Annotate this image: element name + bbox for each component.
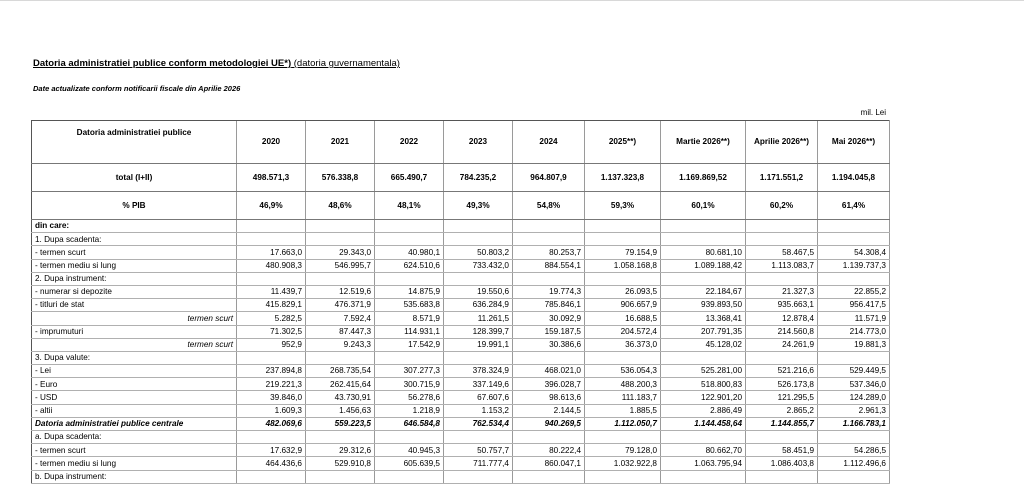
cell-value: 529.449,5 [818, 365, 890, 378]
debt-table [31, 120, 890, 484]
cell-value: 17.663,0 [237, 246, 306, 259]
cell-value: 40.980,1 [375, 246, 444, 259]
corner-header: Datoria administratiei publice [32, 121, 237, 164]
table-row [32, 272, 890, 285]
cell-value: 22.184,67 [661, 285, 746, 298]
cell-value: 43.730,91 [306, 391, 375, 404]
cell-value: 1.153,2 [444, 404, 513, 417]
row-label: Datoria administratiei publice centrale [32, 417, 237, 430]
cell-value [513, 431, 585, 444]
cell-value: 646.584,8 [375, 417, 444, 430]
row-label: - numerar si depozite [32, 285, 237, 298]
cell-value: 14.875,9 [375, 285, 444, 298]
cell-value: 29.343,0 [306, 246, 375, 259]
cell-value: 22.855,2 [818, 285, 890, 298]
cell-value: 262.415,64 [306, 378, 375, 391]
cell-value: 159.187,5 [513, 325, 585, 338]
cell-value: 79.154,9 [585, 246, 661, 259]
document-title-suffix: (datoria guvernamentala) [291, 58, 400, 69]
column-header: 2021 [306, 121, 375, 164]
cell-value: 39.846,0 [237, 391, 306, 404]
cell-value: 482.069,6 [237, 417, 306, 430]
cell-value [237, 470, 306, 483]
cell-value [818, 233, 890, 246]
row-label: - termen scurt [32, 246, 237, 259]
cell-value: 29.312,6 [306, 444, 375, 457]
header-row [32, 121, 890, 164]
row-label: - titluri de stat [32, 299, 237, 312]
cell-value [306, 351, 375, 364]
cell-value [306, 233, 375, 246]
cell-value: 665.490,7 [375, 164, 444, 192]
cell-value [306, 272, 375, 285]
column-header: 2025**) [585, 121, 661, 164]
cell-value [746, 233, 818, 246]
top-divider [0, 0, 1024, 1]
cell-value: 939.893,50 [661, 299, 746, 312]
cell-value: 529.910,8 [306, 457, 375, 470]
row-label: 1. Dupa scadenta: [32, 233, 237, 246]
cell-value [237, 220, 306, 233]
cell-value: 605.639,5 [375, 457, 444, 470]
cell-value: 307.277,3 [375, 365, 444, 378]
row-label: % PIB [32, 192, 237, 220]
row-label: - USD [32, 391, 237, 404]
cell-value: 49,3% [444, 192, 513, 220]
cell-value: 128.399,7 [444, 325, 513, 338]
table-row [32, 431, 890, 444]
cell-value: 7.592,4 [306, 312, 375, 325]
cell-value: 521.216,6 [746, 365, 818, 378]
row-label: total (I+II) [32, 164, 237, 192]
cell-value: 964.807,9 [513, 164, 585, 192]
cell-value: 952,9 [237, 338, 306, 351]
cell-value: 268.735,54 [306, 365, 375, 378]
cell-value: 80.681,10 [661, 246, 746, 259]
cell-value: 546.995,7 [306, 259, 375, 272]
cell-value: 60,1% [661, 192, 746, 220]
cell-value [444, 220, 513, 233]
cell-value [375, 431, 444, 444]
cell-value: 860.047,1 [513, 457, 585, 470]
cell-value: 784.235,2 [444, 164, 513, 192]
cell-value [237, 233, 306, 246]
document-title-main: Datoria administratiei publice conform metodologiei UE*) [33, 58, 292, 69]
cell-value: 207.791,35 [661, 325, 746, 338]
cell-value: 1.112.496,6 [818, 457, 890, 470]
cell-value [444, 272, 513, 285]
cell-value: 111.183,7 [585, 391, 661, 404]
document-title [33, 58, 400, 69]
cell-value [661, 431, 746, 444]
column-header: 2023 [444, 121, 513, 164]
table-row [32, 378, 890, 391]
cell-value [746, 431, 818, 444]
cell-value: 11.571,9 [818, 312, 890, 325]
cell-value: 21.327,3 [746, 285, 818, 298]
cell-value: 24.261,9 [746, 338, 818, 351]
cell-value: 30.092,9 [513, 312, 585, 325]
cell-value: 488.200,3 [585, 378, 661, 391]
cell-value: 54.286,5 [818, 444, 890, 457]
cell-value [746, 220, 818, 233]
cell-value: 518.800,83 [661, 378, 746, 391]
cell-value: 559.223,5 [306, 417, 375, 430]
cell-value [818, 220, 890, 233]
cell-value: 40.945,3 [375, 444, 444, 457]
table-row [32, 246, 890, 259]
cell-value: 87.447,3 [306, 325, 375, 338]
cell-value: 71.302,5 [237, 325, 306, 338]
table-row [32, 233, 890, 246]
cell-value: 733.432,0 [444, 259, 513, 272]
cell-value: 1.086.403,8 [746, 457, 818, 470]
cell-value: 46,9% [237, 192, 306, 220]
table-row [32, 325, 890, 338]
row-label: - altii [32, 404, 237, 417]
cell-value: 1.032.922,8 [585, 457, 661, 470]
cell-value [444, 233, 513, 246]
cell-value: 48,1% [375, 192, 444, 220]
cell-value: 56.278,6 [375, 391, 444, 404]
column-header: Aprilie 2026**) [746, 121, 818, 164]
cell-value: 1.058.168,8 [585, 259, 661, 272]
cell-value: 762.534,4 [444, 417, 513, 430]
cell-value: 526.173,8 [746, 378, 818, 391]
table-row [32, 457, 890, 470]
cell-value: 935.663,1 [746, 299, 818, 312]
cell-value: 45.128,02 [661, 338, 746, 351]
cell-value: 535.683,8 [375, 299, 444, 312]
cell-value: 576.338,8 [306, 164, 375, 192]
cell-value: 59,3% [585, 192, 661, 220]
cell-value: 1.137.323,8 [585, 164, 661, 192]
cell-value: 337.149,6 [444, 378, 513, 391]
cell-value: 114.931,1 [375, 325, 444, 338]
cell-value [818, 470, 890, 483]
cell-value [513, 470, 585, 483]
cell-value [375, 220, 444, 233]
cell-value: 1.112.050,7 [585, 417, 661, 430]
cell-value: 9.243,3 [306, 338, 375, 351]
cell-value: 498.571,3 [237, 164, 306, 192]
row-label: - termen scurt [32, 444, 237, 457]
cell-value: 124.289,0 [818, 391, 890, 404]
cell-value: 54.308,4 [818, 246, 890, 259]
cell-value: 1.885,5 [585, 404, 661, 417]
cell-value: 785.846,1 [513, 299, 585, 312]
table-row [32, 404, 890, 417]
table-row [32, 259, 890, 272]
cell-value: 121.295,5 [746, 391, 818, 404]
cell-value: 67.607,6 [444, 391, 513, 404]
cell-value [585, 272, 661, 285]
cell-value: 1.218,9 [375, 404, 444, 417]
cell-value [818, 272, 890, 285]
cell-value: 60,2% [746, 192, 818, 220]
cell-value [585, 233, 661, 246]
row-label: b. Dupa instrument: [32, 470, 237, 483]
cell-value [237, 272, 306, 285]
cell-value [444, 351, 513, 364]
column-header: Martie 2026**) [661, 121, 746, 164]
cell-value: 12.878,4 [746, 312, 818, 325]
cell-value [375, 470, 444, 483]
cell-value: 476.371,9 [306, 299, 375, 312]
cell-value: 13.368,41 [661, 312, 746, 325]
cell-value [661, 233, 746, 246]
cell-value: 396.028,7 [513, 378, 585, 391]
cell-value: 1.139.737,3 [818, 259, 890, 272]
table-row [32, 338, 890, 351]
cell-value: 2.144,5 [513, 404, 585, 417]
cell-value: 1.144.855,7 [746, 417, 818, 430]
cell-value: 468.021,0 [513, 365, 585, 378]
cell-value: 536.054,3 [585, 365, 661, 378]
column-header: 2022 [375, 121, 444, 164]
cell-value: 80.253,7 [513, 246, 585, 259]
cell-value [513, 233, 585, 246]
row-label: a. Dupa scadenta: [32, 431, 237, 444]
cell-value: 214.560,8 [746, 325, 818, 338]
cell-value: 1.113.083,7 [746, 259, 818, 272]
cell-value: 940.269,5 [513, 417, 585, 430]
cell-value [375, 272, 444, 285]
table-row [32, 417, 890, 430]
row-label: termen scurt [32, 312, 237, 325]
cell-value: 98.613,6 [513, 391, 585, 404]
row-label: - Euro [32, 378, 237, 391]
cell-value: 1.171.551,2 [746, 164, 818, 192]
cell-value [237, 431, 306, 444]
cell-value: 80.662,70 [661, 444, 746, 457]
cell-value: 219.221,3 [237, 378, 306, 391]
cell-value [746, 351, 818, 364]
cell-value: 1.144.458,64 [661, 417, 746, 430]
cell-value [513, 272, 585, 285]
cell-value: 26.093,5 [585, 285, 661, 298]
table-row [32, 444, 890, 457]
cell-value: 2.886,49 [661, 404, 746, 417]
cell-value: 906.657,9 [585, 299, 661, 312]
cell-value [585, 351, 661, 364]
cell-value [818, 431, 890, 444]
cell-value: 19.991,1 [444, 338, 513, 351]
cell-value: 2.961,3 [818, 404, 890, 417]
summary-row [32, 164, 890, 192]
cell-value: 2.865,2 [746, 404, 818, 417]
cell-value: 19.774,3 [513, 285, 585, 298]
cell-value: 79.128,0 [585, 444, 661, 457]
table-row [32, 470, 890, 483]
cell-value [746, 272, 818, 285]
cell-value: 8.571,9 [375, 312, 444, 325]
cell-value [661, 272, 746, 285]
document-subtitle: Date actualizate conform notificarii fiscale din Aprilie 2026 [33, 84, 241, 93]
column-header: Mai 2026**) [818, 121, 890, 164]
cell-value [375, 233, 444, 246]
cell-value [306, 470, 375, 483]
cell-value [661, 220, 746, 233]
cell-value [513, 220, 585, 233]
summary-row [32, 192, 890, 220]
cell-value: 214.773,0 [818, 325, 890, 338]
cell-value: 61,4% [818, 192, 890, 220]
unit-label: mil. Lei [860, 108, 886, 117]
cell-value: 1.089.188,42 [661, 259, 746, 272]
cell-value: 525.281,00 [661, 365, 746, 378]
cell-value: 884.554,1 [513, 259, 585, 272]
cell-value: 12.519,6 [306, 285, 375, 298]
cell-value: 11.261,5 [444, 312, 513, 325]
table-row [32, 351, 890, 364]
cell-value: 48,6% [306, 192, 375, 220]
row-label: 2. Dupa instrument: [32, 272, 237, 285]
row-label: 3. Dupa valute: [32, 351, 237, 364]
cell-value [585, 431, 661, 444]
cell-value [306, 220, 375, 233]
row-label: din care: [32, 220, 237, 233]
cell-value [237, 351, 306, 364]
cell-value [585, 470, 661, 483]
row-label: - imprumuturi [32, 325, 237, 338]
cell-value [375, 351, 444, 364]
cell-value: 636.284,9 [444, 299, 513, 312]
cell-value [444, 470, 513, 483]
cell-value [818, 351, 890, 364]
cell-value: 624.510,6 [375, 259, 444, 272]
cell-value: 80.222,4 [513, 444, 585, 457]
cell-value: 30.386,6 [513, 338, 585, 351]
cell-value [306, 431, 375, 444]
cell-value: 378.324,9 [444, 365, 513, 378]
cell-value: 17.542,9 [375, 338, 444, 351]
cell-value: 58.467,5 [746, 246, 818, 259]
cell-value: 54,8% [513, 192, 585, 220]
cell-value: 1.166.783,1 [818, 417, 890, 430]
cell-value: 537.346,0 [818, 378, 890, 391]
cell-value: 17.632,9 [237, 444, 306, 457]
cell-value: 480.908,3 [237, 259, 306, 272]
cell-value: 50.757,7 [444, 444, 513, 457]
table-row [32, 365, 890, 378]
cell-value [661, 351, 746, 364]
cell-value: 19.550,6 [444, 285, 513, 298]
column-header: 2020 [237, 121, 306, 164]
cell-value: 711.777,4 [444, 457, 513, 470]
row-label: - termen mediu si lung [32, 457, 237, 470]
cell-value: 122.901,20 [661, 391, 746, 404]
cell-value: 464.436,6 [237, 457, 306, 470]
row-label: - Lei [32, 365, 237, 378]
cell-value [444, 431, 513, 444]
cell-value: 36.373,0 [585, 338, 661, 351]
cell-value: 50.803,2 [444, 246, 513, 259]
cell-value: 1.169.869,52 [661, 164, 746, 192]
cell-value: 5.282,5 [237, 312, 306, 325]
cell-value: 16.688,5 [585, 312, 661, 325]
cell-value: 19.881,3 [818, 338, 890, 351]
table-row [32, 285, 890, 298]
table-row [32, 299, 890, 312]
row-label: - termen mediu si lung [32, 259, 237, 272]
cell-value: 415.829,1 [237, 299, 306, 312]
table-body [32, 164, 890, 484]
cell-value: 237.894,8 [237, 365, 306, 378]
cell-value: 204.572,4 [585, 325, 661, 338]
cell-value: 58.451,9 [746, 444, 818, 457]
cell-value [746, 470, 818, 483]
cell-value [661, 470, 746, 483]
cell-value: 1.194.045,8 [818, 164, 890, 192]
cell-value: 1.456,63 [306, 404, 375, 417]
column-header: 2024 [513, 121, 585, 164]
cell-value [585, 220, 661, 233]
table-row [32, 220, 890, 233]
cell-value: 11.439,7 [237, 285, 306, 298]
cell-value: 1.063.795,94 [661, 457, 746, 470]
cell-value [513, 351, 585, 364]
cell-value: 956.417,5 [818, 299, 890, 312]
cell-value: 1.609,3 [237, 404, 306, 417]
table-row [32, 312, 890, 325]
row-label: termen scurt [32, 338, 237, 351]
cell-value: 300.715,9 [375, 378, 444, 391]
table-row [32, 391, 890, 404]
